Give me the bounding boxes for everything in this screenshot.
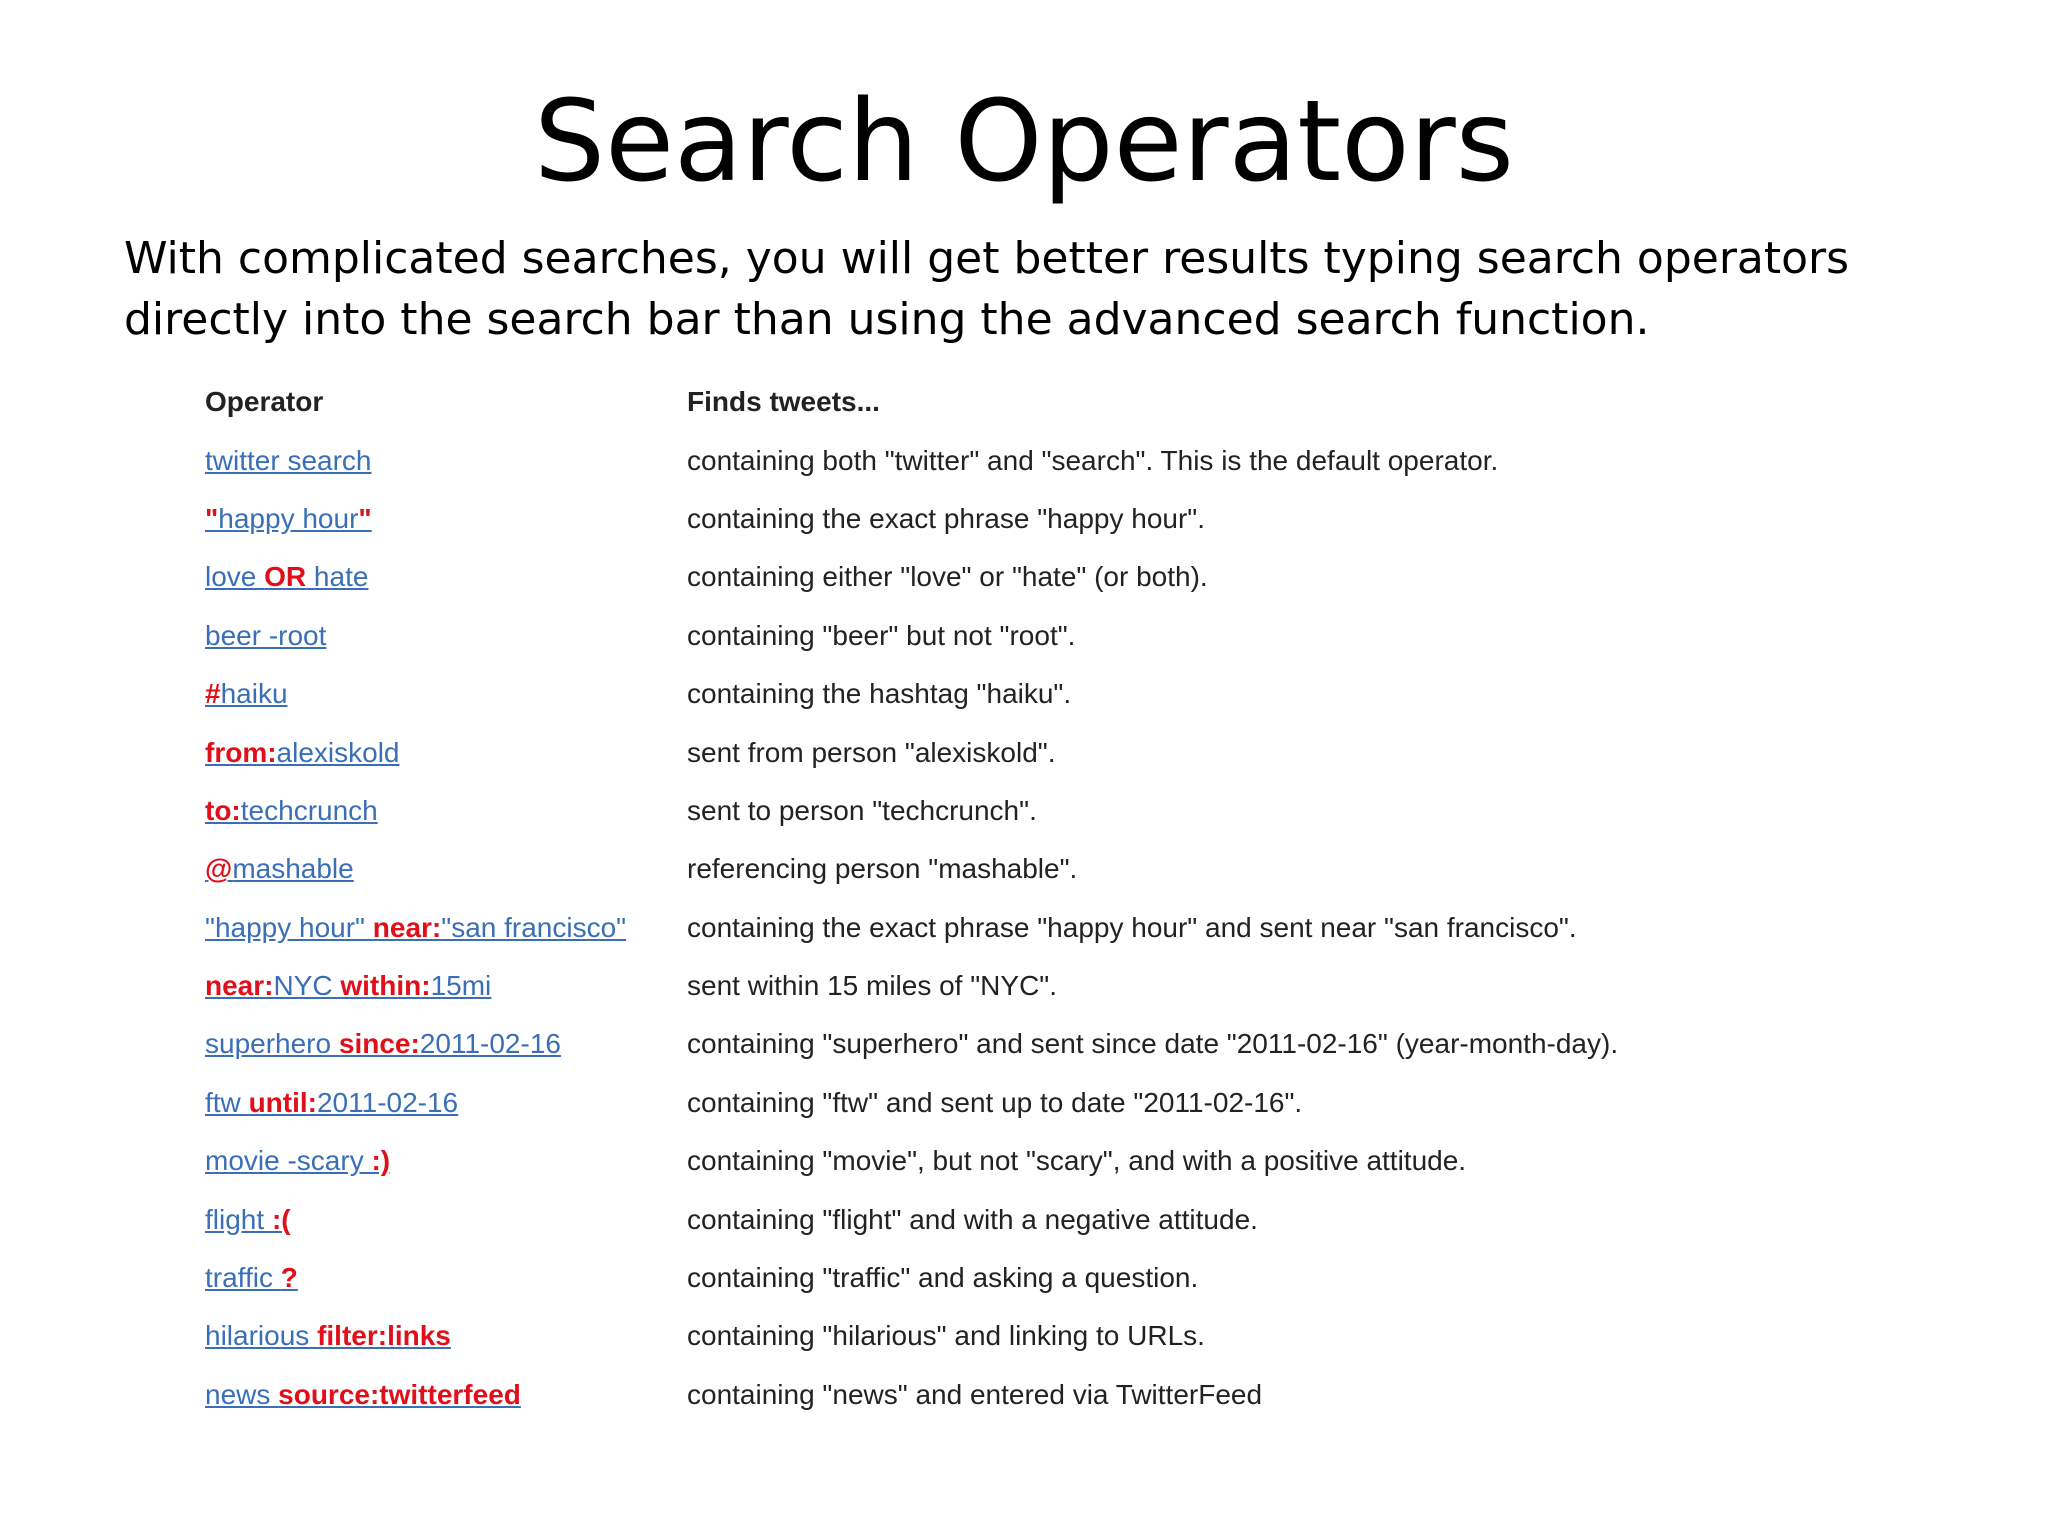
operator-cell: [190, 548, 687, 606]
operator-example-link[interactable]: [205, 678, 288, 709]
operator-term: mashable: [232, 853, 354, 885]
table-row: [190, 548, 1690, 606]
description-cell: containing "superhero" and sent since date "2011-02-16" (year-month-day).: [687, 1028, 1619, 1060]
operator-cell: [190, 607, 687, 665]
operator-keyword: #: [205, 678, 221, 710]
operator-keyword: @: [205, 853, 233, 885]
table-row: [190, 1132, 1690, 1190]
operator-cell: [190, 665, 687, 723]
operator-term: 15mi: [430, 970, 492, 1002]
operator-term: "happy hour": [205, 911, 373, 943]
operator-term: hate: [306, 561, 369, 593]
description-cell: containing "flight" and with a negative attitude.: [687, 1203, 1258, 1235]
operator-keyword: source:twitterfeed: [278, 1378, 521, 1410]
operator-term: superhero: [205, 1028, 339, 1060]
operator-example-link[interactable]: [205, 1087, 458, 1118]
operator-cell: [190, 840, 687, 898]
operator-term: hilarious: [205, 1320, 318, 1352]
operator-cell: [190, 431, 687, 489]
description-cell: containing "traffic" and asking a question.: [687, 1262, 1199, 1294]
description-cell: containing the hashtag "haiku".: [687, 678, 1072, 710]
table-row: [190, 665, 1690, 723]
description-cell: containing the exact phrase "happy hour".: [687, 502, 1205, 534]
operator-keyword: OR: [264, 561, 307, 593]
operator-example-link[interactable]: [205, 970, 491, 1001]
table-row: [190, 1366, 1690, 1424]
intro-text: [124, 228, 1924, 350]
operator-term: beer -root: [205, 619, 327, 651]
operator-cell: [190, 1190, 687, 1248]
table-row: [190, 899, 1690, 957]
table-row: [190, 782, 1690, 840]
operator-cell: [190, 1366, 687, 1424]
operator-example-link[interactable]: [205, 737, 400, 768]
description-cell: referencing person "mashable".: [687, 853, 1078, 885]
operator-cell: [190, 899, 687, 957]
operator-cell: [190, 490, 687, 548]
operator-cell: [190, 1132, 687, 1190]
operator-cell: [190, 957, 687, 1015]
operator-keyword: ": [358, 502, 372, 534]
operator-example-link[interactable]: [205, 445, 372, 476]
operator-keyword: to:: [205, 794, 241, 826]
operator-term: happy hour: [218, 502, 359, 534]
operator-example-link[interactable]: [205, 1204, 291, 1235]
operator-cell: [190, 1249, 687, 1307]
operator-cell: [190, 1015, 687, 1073]
operator-keyword: ?: [280, 1262, 298, 1294]
operator-example-link[interactable]: [205, 795, 378, 826]
slide-title: Search Operators: [533, 77, 1515, 207]
operator-term: haiku: [220, 678, 288, 710]
operator-keyword: from:: [205, 736, 277, 768]
table-row: [190, 1015, 1690, 1073]
operator-keyword: near:: [205, 970, 274, 1002]
operator-example-link[interactable]: [205, 1379, 521, 1410]
operator-keyword: :(: [271, 1203, 291, 1235]
table-row: [190, 1307, 1690, 1365]
operator-term: 2011-02-16: [316, 1086, 459, 1118]
operator-example-link[interactable]: [205, 1320, 451, 1351]
table-row: [190, 723, 1690, 781]
description-cell: containing "hilarious" and linking to URLs.: [687, 1320, 1205, 1352]
description-cell: containing "beer" but not "root".: [687, 619, 1076, 651]
operator-keyword: within:: [340, 970, 431, 1002]
description-cell: containing "news" and entered via TwitterFeed: [687, 1378, 1263, 1410]
table-row: [190, 607, 1690, 665]
table-row: [190, 1074, 1690, 1132]
description-cell: containing both "twitter" and "search". This is the default operator.: [687, 444, 1499, 476]
operator-keyword: near:: [372, 911, 442, 943]
operator-term: "san francisco": [441, 911, 627, 943]
table-row: [190, 840, 1690, 898]
operator-example-link[interactable]: [205, 1262, 298, 1293]
operator-term: NYC: [273, 970, 341, 1002]
description-cell: containing "ftw" and sent up to date "2011-02-16".: [687, 1086, 1303, 1118]
description-cell: containing "movie", but not "scary", and with a positive attitude.: [687, 1145, 1467, 1177]
operator-cell: [190, 723, 687, 781]
operator-cell: [190, 1307, 687, 1365]
header-finds-tweets: Finds tweets...: [687, 386, 880, 418]
operator-term: techcrunch: [240, 794, 378, 826]
description-cell: containing the exact phrase "happy hour" and sent near "san francisco".: [687, 911, 1577, 943]
operator-example-link[interactable]: [205, 853, 354, 884]
operator-keyword: until:: [248, 1086, 317, 1118]
operator-term: alexiskold: [276, 736, 400, 768]
description-cell: sent to person "techcrunch".: [687, 794, 1037, 826]
table-row: [190, 490, 1690, 548]
header-operator: Operator: [205, 386, 324, 418]
table-row: [190, 1190, 1690, 1248]
operator-example-link[interactable]: [205, 1028, 561, 1059]
operator-keyword: :): [371, 1145, 391, 1177]
description-cell: containing either "love" or "hate" (or both).: [687, 561, 1208, 593]
operator-term: movie -scary: [205, 1145, 372, 1177]
description-cell: sent within 15 miles of "NYC".: [687, 970, 1058, 1002]
table-row: [190, 957, 1690, 1015]
operator-example-link[interactable]: [205, 561, 368, 592]
operator-example-link[interactable]: [205, 912, 626, 943]
operator-cell: [190, 1074, 687, 1132]
operator-term: twitter search: [205, 444, 372, 476]
operator-example-link[interactable]: [205, 1145, 390, 1176]
operator-term: ftw: [205, 1086, 249, 1118]
operator-term: flight: [205, 1203, 272, 1235]
operator-example-link[interactable]: [205, 503, 372, 534]
table-row: [190, 1249, 1690, 1307]
operator-term: 2011-02-16: [419, 1028, 561, 1060]
operator-term: traffic: [205, 1262, 281, 1294]
operator-keyword: ": [205, 502, 219, 534]
operator-example-link[interactable]: [205, 620, 326, 651]
operator-cell: [190, 782, 687, 840]
intro-line-2: directly into the search bar than using the advanced search function.: [124, 294, 1650, 345]
operator-term: news: [205, 1378, 279, 1410]
description-cell: sent from person "alexiskold".: [687, 736, 1056, 768]
operator-keyword: filter:links: [317, 1320, 451, 1352]
operators-table: [190, 373, 1690, 1424]
intro-line-1: With complicated searches, you will get better results typing search operators: [124, 233, 1850, 284]
table-row: [190, 431, 1690, 489]
operators-table-body: [190, 431, 1690, 1424]
table-header-row: [190, 373, 1690, 431]
operator-keyword: since:: [338, 1028, 420, 1060]
operator-term: love: [205, 561, 265, 593]
